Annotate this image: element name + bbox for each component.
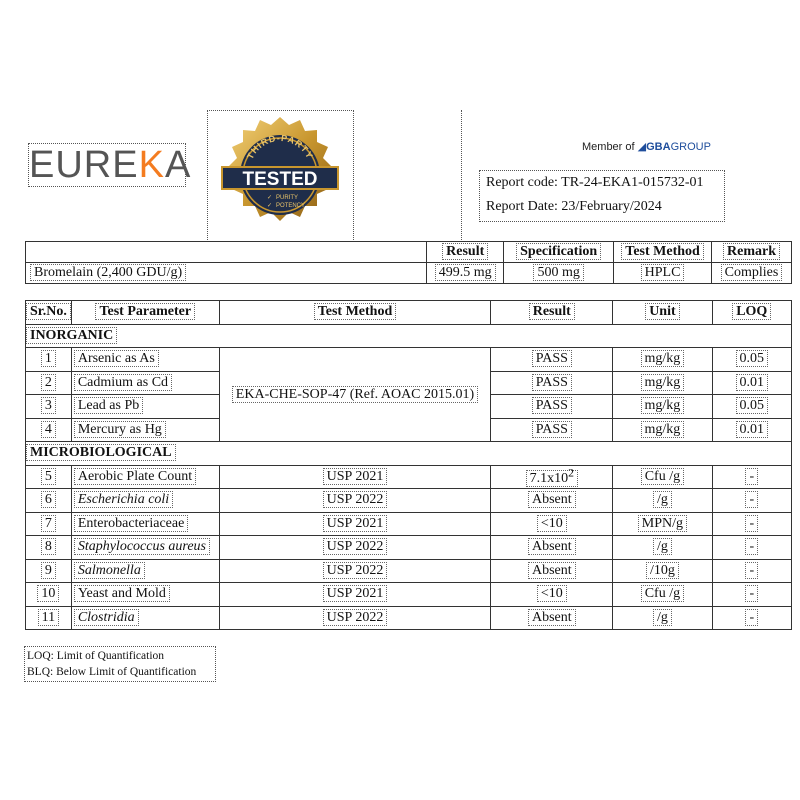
product-remark: Complies xyxy=(721,264,783,281)
gba-group-rest: GROUP xyxy=(670,141,711,153)
col-test-method: Test Method xyxy=(314,303,397,320)
table-row xyxy=(26,512,792,536)
row-parameter: Aerobic Plate Count xyxy=(74,468,196,485)
row-method: USP 2022 xyxy=(323,491,388,508)
row-parameter: Enterobacteriaceae xyxy=(74,515,188,532)
col-result: Result xyxy=(529,303,575,320)
table-row xyxy=(26,536,792,560)
product-specification: 500 mg xyxy=(533,264,583,281)
row-unit: mg/kg xyxy=(641,421,685,438)
legend-blq: BLQ: Below Limit of Quantification xyxy=(27,666,197,678)
row-loq: 0.05 xyxy=(736,350,769,367)
section-inorganic xyxy=(26,324,792,348)
row-loq: - xyxy=(745,491,758,508)
row-result: <10 xyxy=(537,585,567,602)
svg-text:✓: ✓ xyxy=(267,203,273,209)
row-result: Absent xyxy=(528,609,576,626)
row-parameter: Yeast and Mold xyxy=(74,585,170,602)
row-unit: mg/kg xyxy=(641,374,685,391)
col-loq: LOQ xyxy=(732,303,771,320)
section-label: INORGANIC xyxy=(26,327,117,344)
row-number: 5 xyxy=(41,468,56,485)
section-microbiological xyxy=(26,442,792,466)
row-result: PASS xyxy=(532,374,572,391)
row-parameter: Lead as Pb xyxy=(74,397,143,414)
product-method: HPLC xyxy=(641,264,685,281)
col-sr-no: Sr.No. xyxy=(26,303,71,320)
table-row xyxy=(26,348,792,372)
row-loq: - xyxy=(745,609,758,626)
row-result: PASS xyxy=(532,397,572,414)
table-header-row xyxy=(26,301,792,325)
row-loq: 0.01 xyxy=(736,374,769,391)
row-loq: - xyxy=(745,468,758,485)
result-base: 7.1x10 xyxy=(529,471,569,487)
result-exponent: 2 xyxy=(568,466,574,480)
header-divider xyxy=(461,110,462,240)
row-result: <10 xyxy=(537,515,567,532)
row-unit: /10g xyxy=(646,562,679,579)
row-loq: - xyxy=(745,538,758,555)
legend-loq: LOQ: Limit of Quantification xyxy=(27,650,165,662)
header-test-method: Test Method xyxy=(621,243,704,260)
product-row xyxy=(26,263,792,284)
row-unit: /g xyxy=(653,491,672,508)
row-unit: mg/kg xyxy=(641,397,685,414)
row-method: USP 2021 xyxy=(323,515,388,532)
member-prefix: Member of xyxy=(582,141,635,153)
row-result: PASS xyxy=(532,350,572,367)
row-number: 7 xyxy=(41,515,56,532)
row-method: USP 2021 xyxy=(323,585,388,602)
row-unit: mg/kg xyxy=(641,350,685,367)
row-unit: /g xyxy=(653,538,672,555)
product-name: Bromelain (2,400 GDU/g) xyxy=(30,264,186,281)
row-result: Absent xyxy=(528,538,576,555)
row-loq: 0.05 xyxy=(736,397,769,414)
row-number: 1 xyxy=(41,350,56,367)
row-result: Absent xyxy=(528,491,576,508)
svg-text:TESTED: TESTED xyxy=(242,169,318,190)
svg-text:POTENCY: POTENCY xyxy=(276,203,306,209)
product-header-blank xyxy=(26,242,427,263)
col-test-parameter: Test Parameter xyxy=(95,303,195,320)
abbreviation-legend xyxy=(24,646,216,682)
row-number: 2 xyxy=(41,374,56,391)
member-of-gba-group xyxy=(582,140,711,153)
inorganic-method: EKA-CHE-SOP-47 (Ref. AOAC 2015.01) xyxy=(232,386,478,403)
header-result: Result xyxy=(442,243,488,260)
row-number: 6 xyxy=(41,491,56,508)
row-number: 8 xyxy=(41,538,56,555)
row-parameter: Arsenic as As xyxy=(74,350,159,367)
tested-seal-icon xyxy=(218,115,343,237)
gba-group-bold: GBA xyxy=(646,141,671,153)
product-result-table xyxy=(25,241,792,284)
third-party-tested-badge xyxy=(207,110,354,242)
row-loq: 0.01 xyxy=(736,421,769,438)
row-parameter: Mercury as Hg xyxy=(74,421,166,438)
report-date: Report Date: 23/February/2024 xyxy=(486,199,662,214)
row-number: 10 xyxy=(37,585,59,602)
logo-wordmark: EUREKA xyxy=(29,144,192,186)
row-unit: MPN/g xyxy=(638,515,687,532)
table-row xyxy=(26,489,792,513)
table-row xyxy=(26,465,792,489)
header-remark: Remark xyxy=(723,243,780,260)
row-number: 3 xyxy=(41,397,56,414)
product-result: 499.5 mg xyxy=(435,264,496,281)
svg-text:THIRD-PARTY: THIRD-PARTY xyxy=(244,132,316,161)
row-loq: - xyxy=(745,515,758,532)
table-row xyxy=(26,606,792,630)
row-result: PASS xyxy=(532,421,572,438)
test-results-table xyxy=(25,300,792,630)
row-number: 11 xyxy=(38,609,59,626)
svg-text:PURITY: PURITY xyxy=(276,195,299,201)
report-info-box xyxy=(479,170,725,222)
report-code: Report code: TR-24-EKA1-015732-01 xyxy=(486,175,704,190)
row-parameter: Salmonella xyxy=(74,562,145,579)
row-parameter: Cadmium as Cd xyxy=(74,374,172,391)
row-parameter: Clostridia xyxy=(74,609,139,626)
eureka-logo xyxy=(28,143,192,187)
row-parameter: Escherichia coli xyxy=(74,491,173,508)
table-row xyxy=(26,559,792,583)
row-method: USP 2022 xyxy=(323,538,388,555)
row-result xyxy=(526,466,578,487)
row-result: Absent xyxy=(528,562,576,579)
col-unit: Unit xyxy=(645,303,679,320)
row-number: 4 xyxy=(41,421,56,438)
svg-text:✓: ✓ xyxy=(267,195,273,201)
table-row xyxy=(26,583,792,607)
row-parameter: Staphylococcus aureus xyxy=(74,538,210,555)
row-loq: - xyxy=(745,562,758,579)
row-unit: Cfu /g xyxy=(641,468,684,485)
row-unit: /g xyxy=(653,609,672,626)
header-specification: Specification xyxy=(516,243,601,260)
row-loq: - xyxy=(745,585,758,602)
row-number: 9 xyxy=(41,562,56,579)
row-method: USP 2021 xyxy=(323,468,388,485)
row-unit: Cfu /g xyxy=(641,585,684,602)
row-method: USP 2022 xyxy=(323,562,388,579)
gba-logo-icon: ◢ xyxy=(637,141,647,153)
section-label: MICROBIOLOGICAL xyxy=(26,444,176,461)
row-method: USP 2022 xyxy=(323,609,388,626)
product-header-row xyxy=(26,242,792,263)
